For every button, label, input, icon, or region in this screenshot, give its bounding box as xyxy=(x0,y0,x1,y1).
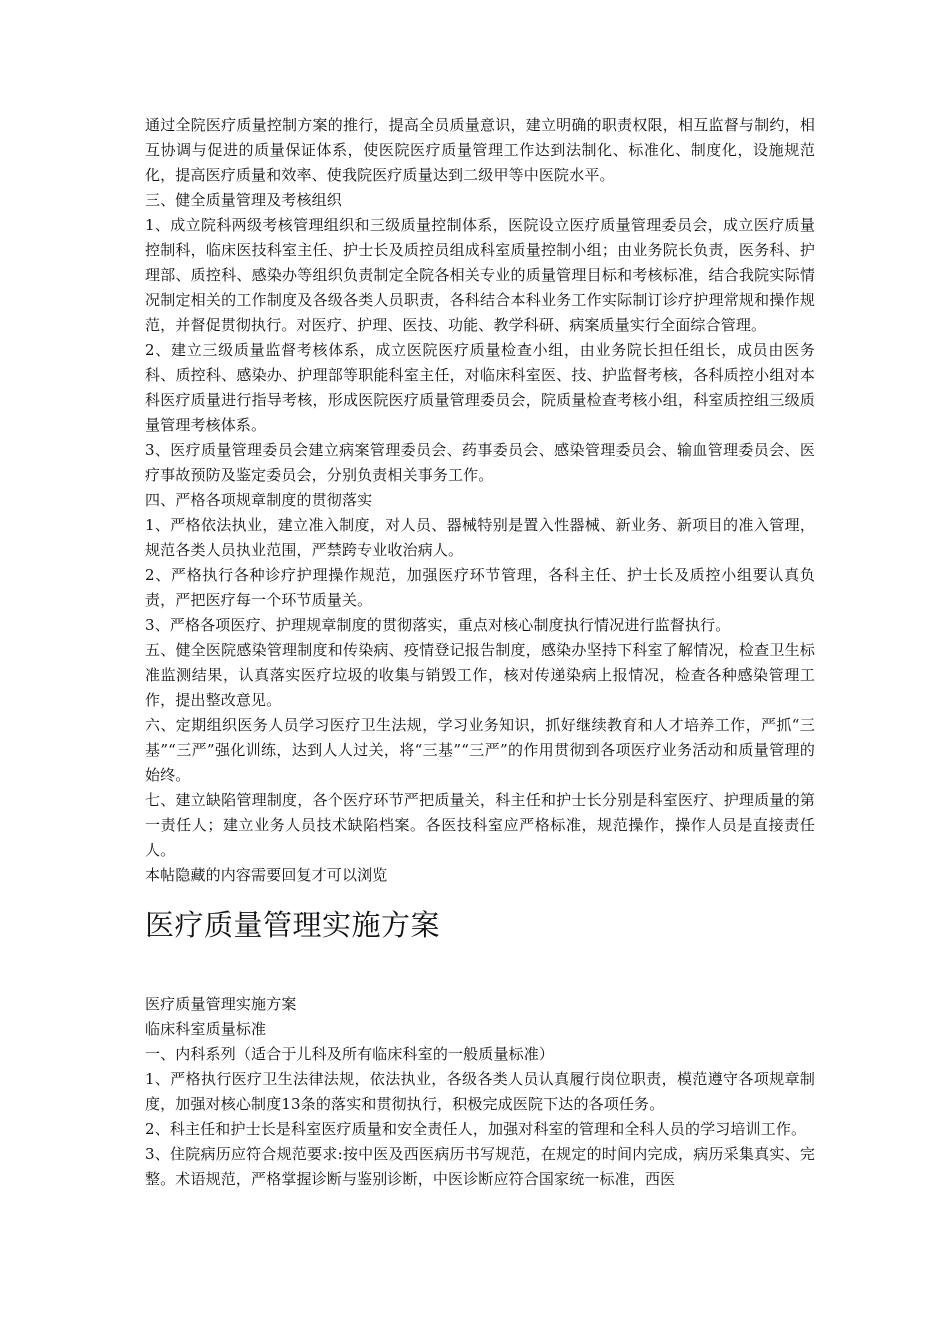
section-heading: 四、严格各项规章制度的贯彻落实 xyxy=(145,491,373,509)
paragraph: 3、住院病历应符合规范要求:按中医及西医病历书写规范，在规定的时间内完成，病历采集真实、完整。术语规范，严格掌握诊断与鉴别诊断，中医诊断应符合国家统一标准，西医 xyxy=(145,1145,815,1188)
hidden-content-notice: 本帖隐藏的内容需要回复才可以浏览 xyxy=(145,866,388,884)
section-heading: 一、内科系列（适合于儿科及所有临床科室的一般质量标准） xyxy=(145,1045,555,1063)
subtitle: 医疗质量管理实施方案 xyxy=(145,995,297,1013)
paragraph: 2、科主任和护士长是科室医疗质量和安全责任人，加强对科室的管理和全科人员的学习培训工作。 xyxy=(145,1120,807,1138)
paragraph: 1、严格执行医疗卫生法律法规，依法执业，各级各类人员认真履行岗位职责，模范遵守各项规章制度，加强对核心制度13条的落实和贯彻执行，积极完成医院下达的各项任务。 xyxy=(145,1070,815,1113)
subtitle: 临床科室质量标准 xyxy=(145,1020,267,1038)
paragraph: 2、建立三级质量监督考核体系，成立医院医疗质量检查小组，由业务院长担任组长，成员由医务科、质控科、感染办、护理部等职能科室主任，对临床科室医、技、护监督考核，各科质控小组对本科医疗质量进行指导考核，形成医院医疗质量管理委员会，院质量检查考核小组，科室质控组三级质量管理考核体系。 xyxy=(145,341,815,434)
paragraph: 1、成立院科两级考核管理组织和三级质量控制体系，医院设立医疗质量管理委员会，成立医疗质量控制科，临床医技科室主任、护士长及质控员组成科室质量控制小组；由业务院长负责，医务科、护理部、质控科、感染办等组织负责制定全院各相关专业的质量管理目标和考核标准，结合我院实际情况制定相关的工作制度及各级各类人员职责，各科结合本科业务工作实际制订诊疗护理常规和操作规范，并督促贯彻执行。对医疗、护理、医技、功能、教学科研、病案质量实行全面综合管理。 xyxy=(145,216,815,334)
paragraph: 七、建立缺陷管理制度，各个医疗环节严把质量关，科主任和护士长分别是科室医疗、护理质量的第一责任人；建立业务人员技术缺陷档案。各医技科室应严格标准，规范操作，操作人员是直接责任人。 xyxy=(145,791,815,859)
section-quality-control xyxy=(145,113,815,888)
paragraph: 2、严格执行各种诊疗护理操作规范，加强医疗环节管理，各科主任、护士长及质控小组要认真负责，严把医疗每一个环节质量关。 xyxy=(145,566,815,609)
paragraph: 3、医疗质量管理委员会建立病案管理委员会、药事委员会、感染管理委员会、输血管理委员会、医疗事故预防及鉴定委员会，分别负责相关事务工作。 xyxy=(145,441,815,484)
section-heading: 三、健全质量管理及考核组织 xyxy=(145,191,342,209)
paragraph: 1、严格依法执业，建立准入制度，对人员、器械特别是置入性器械、新业务、新项目的准入管理，规范各类人员执业范围，严禁跨专业收治病人。 xyxy=(145,516,815,559)
paragraph: 3、严格各项医疗、护理规章制度的贯彻落实，重点对核心制度执行情况进行监督执行。 xyxy=(145,616,731,634)
paragraph: 通过全院医疗质量控制方案的推行，提高全员质量意识，建立明确的职责权限，相互监督与制约，相互协调与促进的质量保证体系，使医院医疗质量管理工作达到法制化、标准化、制度化，设施规范化，提高医疗质量和效率、使我院医疗质量达到二级甲等中医院水平。 xyxy=(145,116,815,184)
paragraph: 六、定期组织医务人员学习医疗卫生法规，学习业务知识，抓好继续教育和人才培养工作，严抓“三基”“三严”强化训练，达到人人过关，将“三基”“三严”的作用贯彻到各项医疗业务活动和质量管理的始终。 xyxy=(145,716,815,784)
document-title: 医疗质量管理实施方案 xyxy=(145,908,441,942)
document-body xyxy=(145,113,815,1192)
paragraph: 五、健全医院感染管理制度和传染病、疫情登记报告制度，感染办坚持下科室了解情况，检查卫生标准监测结果，认真落实医疗垃圾的收集与销毁工作，核对传递染病上报情况，检查各种感染管理工作，提出整改意见。 xyxy=(145,641,815,709)
section-implementation-plan xyxy=(145,992,815,1192)
